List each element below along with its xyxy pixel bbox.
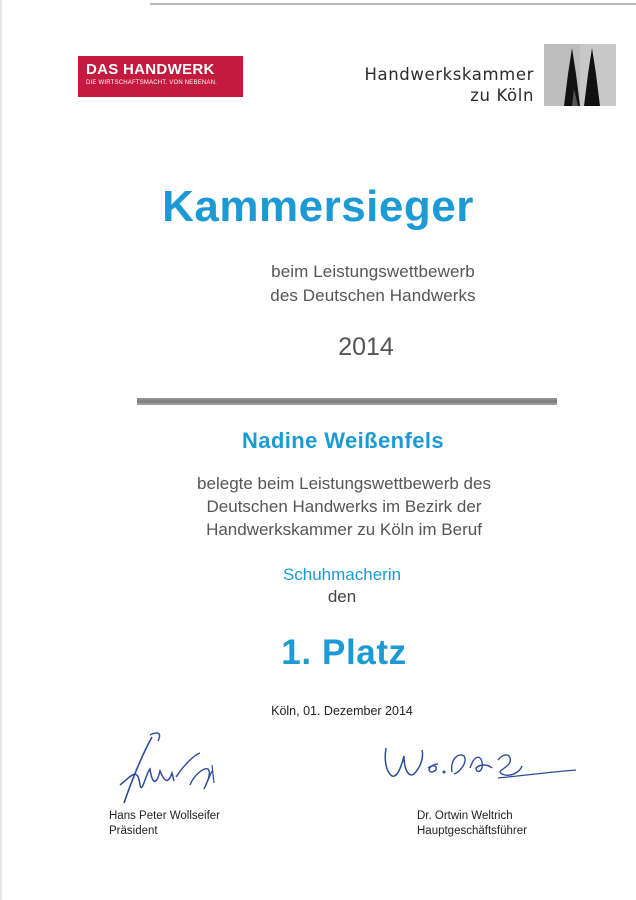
page-edge [0, 0, 2, 900]
hwk-logo-text [365, 64, 535, 106]
article-den: den [327, 587, 357, 606]
signatory-right-name: Dr. Ortwin Weltrich [417, 810, 513, 822]
managing-director-signature-icon [380, 742, 580, 790]
signatory-right [417, 809, 527, 839]
top-rule [150, 3, 636, 5]
das-handwerk-logo-tagline: DIE WIRTSCHAFTSMACHT. VON NEBENAN. [86, 80, 218, 86]
award-statement [26, 472, 636, 541]
das-handwerk-logo [78, 56, 243, 97]
hwk-logo-line1: Handwerkskammer [364, 65, 534, 84]
profession: Schuhmacherin [282, 565, 402, 584]
divider [137, 398, 557, 405]
signatory-left-name: Hans Peter Wollseifer [109, 810, 220, 822]
placement: 1. Platz [281, 633, 407, 672]
recipient-name: Nadine Weißenfels [242, 428, 444, 453]
award-statement-line-3: Handwerkskammer zu Köln im Beruf [206, 520, 482, 539]
signatory-left [109, 809, 220, 839]
das-handwerk-logo-title: DAS HANDWERK [86, 61, 215, 78]
certificate-title: Kammersieger [162, 182, 474, 231]
award-statement-line-1: belegte beim Leistungswettbewerb des [197, 474, 491, 493]
signatory-left-role: Präsident [109, 825, 158, 837]
subtitle-line-2: des Deutschen Handwerks [270, 286, 476, 305]
hwk-cathedral-mark-icon [544, 44, 616, 106]
hwk-logo-line2: zu Köln [470, 86, 534, 105]
subtitle-line-1: beim Leistungswettbewerb [271, 262, 475, 281]
signatory-right-role: Hauptgeschäftsführer [417, 825, 527, 837]
competition-year: 2014 [338, 333, 394, 361]
issue-date: Köln, 01. Dezember 2014 [271, 704, 413, 718]
president-signature-icon [112, 725, 242, 810]
award-statement-line-2: Deutschen Handwerks im Bezirk der [206, 497, 482, 516]
